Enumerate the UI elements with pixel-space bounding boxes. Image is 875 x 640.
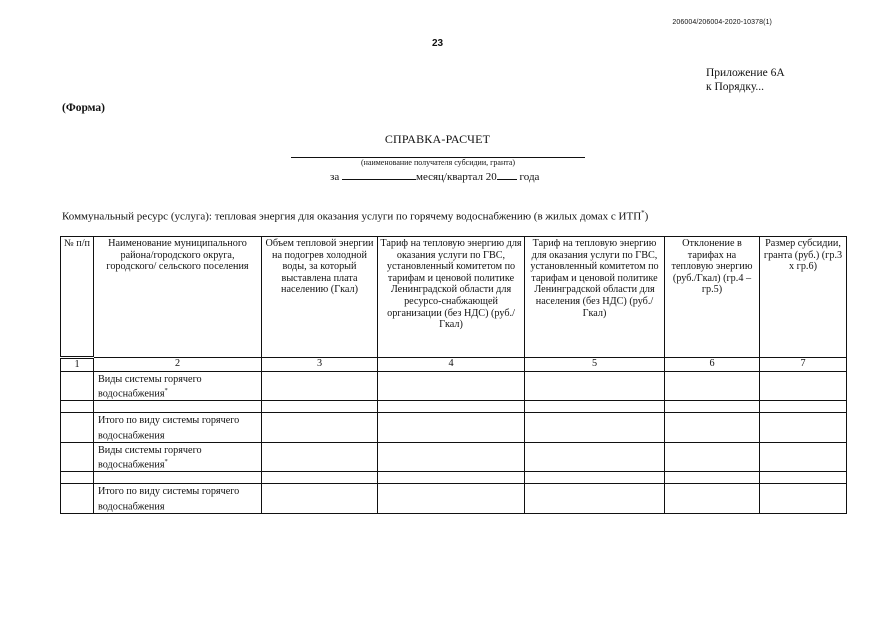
calculation-table <box>60 236 847 514</box>
period-prefix: за <box>330 171 340 183</box>
appendix-line-2: к Порядку... <box>706 81 765 93</box>
document-id: 206004/206004-2020-10378(1) <box>672 19 772 26</box>
cell <box>61 413 94 443</box>
row-label <box>94 401 262 413</box>
header-cell-deviation: Отклонение в тарифах на тепловую энергию (руб./Гкал) (гр.4 – гр.5) <box>665 237 760 358</box>
appendix-reference <box>706 66 785 94</box>
cell <box>61 484 94 514</box>
cell <box>525 442 665 472</box>
page-number: 23 <box>431 38 444 49</box>
column-number: 6 <box>665 358 760 372</box>
row-label: Виды системы горячего водоснабжения* <box>94 442 262 472</box>
cell <box>665 442 760 472</box>
header-cell-municipality: Наименование муниципального района/городского округа, городского/ сельского поселения <box>94 237 262 358</box>
cell <box>378 442 525 472</box>
cell <box>378 472 525 484</box>
document-title: СПРАВКА-РАСЧЕТ <box>384 132 491 146</box>
cell <box>378 371 525 401</box>
cell <box>665 472 760 484</box>
table-row <box>61 442 847 472</box>
cell <box>61 371 94 401</box>
period-year-blank <box>497 170 517 180</box>
table-header-row <box>61 237 847 358</box>
recipient-caption: (наименование получателя субсидии, гранта) <box>360 158 516 167</box>
resource-closing: ) <box>644 210 649 223</box>
header-cell-volume: Объем тепловой энергии на подогрев холодной воды, за который выставлена плата населению (Гкал) <box>262 237 378 358</box>
period-month-blank <box>342 170 416 180</box>
column-number: 7 <box>760 358 847 372</box>
period-middle: месяц/квартал 20 <box>415 171 497 183</box>
resource-asterisk: * <box>641 209 645 217</box>
table-row <box>61 484 847 514</box>
header-cell-tariff-population: Тариф на тепловую энергию для оказания услуги по ГВС, установленный комитетом по тарифам и ценовой политике Ленинградской области для населения (без НДС) (руб./Гкал) <box>525 237 665 358</box>
resource-text: Коммунальный ресурс (услуга): тепловая энергия для оказания услуги по горячему водоснабжению (в жилых домах с ИТП <box>62 210 642 223</box>
cell <box>262 472 378 484</box>
cell <box>665 484 760 514</box>
cell <box>262 371 378 401</box>
cell <box>378 413 525 443</box>
cell <box>760 442 847 472</box>
cell <box>378 401 525 413</box>
cell <box>61 472 94 484</box>
period-line <box>330 170 539 183</box>
cell <box>665 413 760 443</box>
table-row <box>61 472 847 484</box>
header-cell-subsidy: Размер субсидии, гранта (руб.) (гр.3 х гр.6) <box>760 237 847 358</box>
column-number-row <box>61 358 847 372</box>
cell <box>665 401 760 413</box>
cell <box>760 401 847 413</box>
cell <box>760 484 847 514</box>
cell <box>760 472 847 484</box>
header-cell-tariff-supplier: Тариф на тепловую энергию для оказания услуги по ГВС, установленный комитетом по тарифам и ценовой политике Ленинградской области для ресурсо-снабжающей организации (без НДС) (руб./Гкал) <box>378 237 525 358</box>
form-label: (Форма) <box>62 102 106 114</box>
column-number: 1 <box>61 358 94 372</box>
cell <box>760 413 847 443</box>
header-cell-number: № п/п <box>61 237 94 358</box>
cell <box>378 484 525 514</box>
cell <box>760 371 847 401</box>
cell <box>262 484 378 514</box>
cell <box>525 413 665 443</box>
table-row <box>61 371 847 401</box>
cell <box>665 371 760 401</box>
column-number: 4 <box>378 358 525 372</box>
resource-line <box>62 209 648 223</box>
column-number: 5 <box>525 358 665 372</box>
period-suffix: года <box>519 171 540 183</box>
cell <box>525 472 665 484</box>
table-row <box>61 413 847 443</box>
cell <box>525 484 665 514</box>
row-label: Итого по виду системы горячего водоснабжения <box>94 413 262 443</box>
cell <box>262 401 378 413</box>
row-label <box>94 472 262 484</box>
cell <box>262 442 378 472</box>
cell <box>61 401 94 413</box>
column-number: 2 <box>94 358 262 372</box>
table-row <box>61 401 847 413</box>
row-label: Итого по виду системы горячего водоснабжения <box>94 484 262 514</box>
cell <box>61 442 94 472</box>
cell <box>525 371 665 401</box>
cell <box>525 401 665 413</box>
cell <box>262 413 378 443</box>
appendix-line-1: Приложение 6А <box>706 67 785 79</box>
row-label: Виды системы горячего водоснабжения* <box>94 371 262 401</box>
column-number: 3 <box>262 358 378 372</box>
